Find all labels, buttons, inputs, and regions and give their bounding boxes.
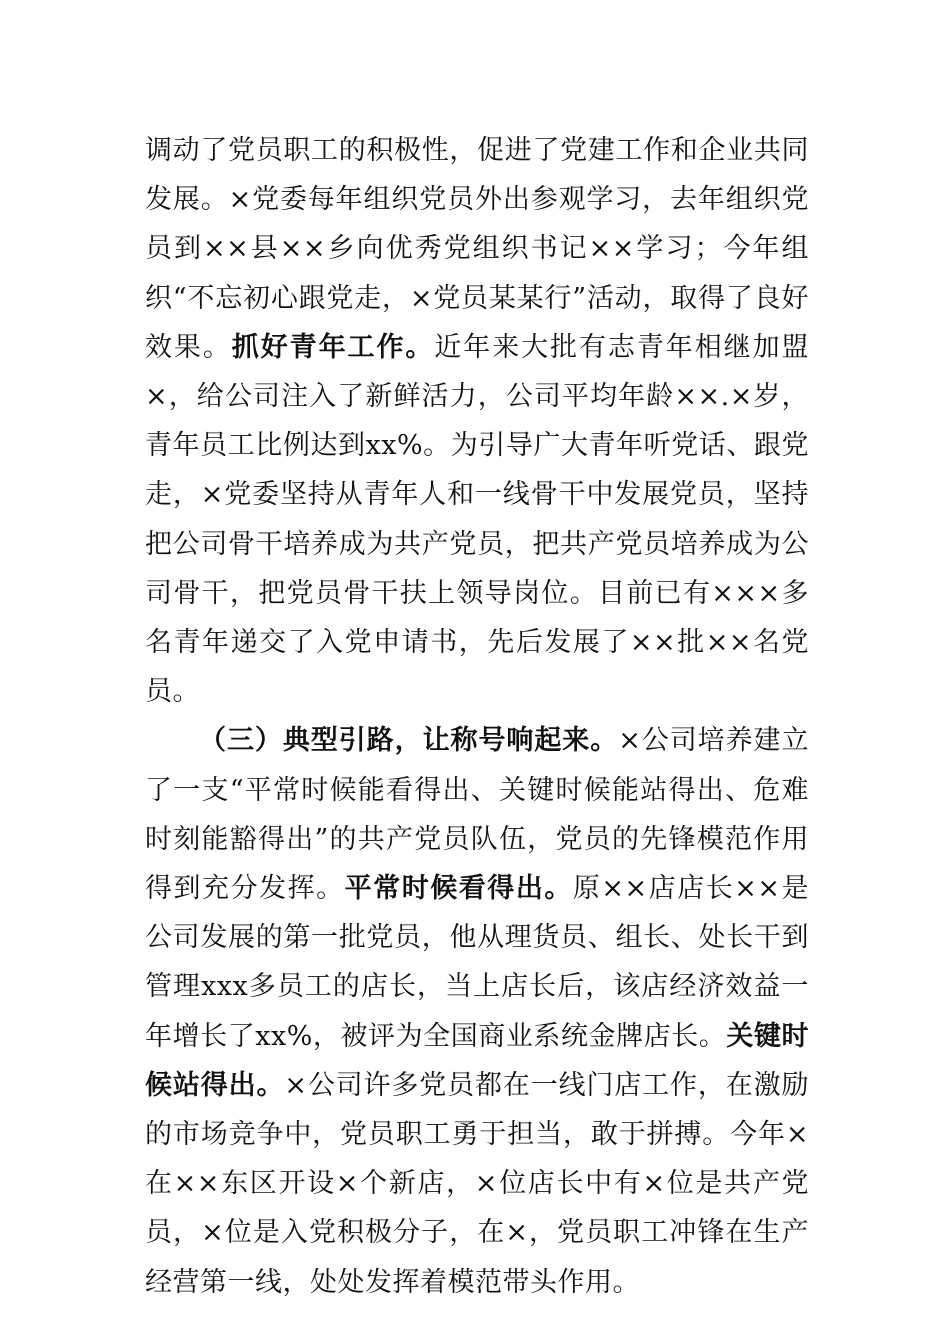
paragraph-text: ×公司培养建立了一支“平常时候能看得出、关键时候能站得出、危难时刻能豁得出”的共产党员队伍，党员的先锋模范作用得到充分发挥。: [145, 725, 810, 905]
paragraph-text: 原××店店长××是公司发展的第一批党员，他从理货员、组长、处长干到管理xxx多员工的店长，当上店长后，该店经济效益一年增长了xx%，被评为全国商业系统金牌店长。: [145, 873, 810, 1052]
paragraph-text: ×公司许多党员都在一线门店工作，在激励的市场竞争中，党员职工勇于担当，敢于拼搏。今年×在××东区开设×个新店，×位店长中有×位是共产党员，×位是入党积极分子，在×，党员职工冲锋在生产经营第一线，处处发挥着模范带头作用。: [145, 1069, 810, 1298]
subheading-critical-times: 关键时候站得出。: [145, 1020, 810, 1101]
section-heading: （三）典型引路，让称号响起来。: [199, 725, 619, 757]
paragraph-youth-work: [145, 126, 809, 716]
paragraph-exemplary-guidance: [145, 716, 809, 1306]
paragraph-text: 近年来大批有志青年相继加盟×，给公司注入了新鲜活力，公司平均年龄××.×岁，青年员工比例达到xx%。为引导广大青年听党话、跟党走，×党委坚持从青年人和一线骨干中发展党员，坚持把公司骨干培养成为共产党员，把共产党员培养成为公司骨干，把党员骨干扶上领导岗位。目前已有×××多名青年递交了入党申请书，先后发展了××批××名党员。: [145, 331, 810, 708]
heading-youth-work: 抓好青年工作。: [231, 331, 435, 363]
paragraph-text: 调动了党员职工的积极性，促进了党建工作和企业共同发展。×党委每年组织党员外出参观学习，去年组织党员到××县××乡向优秀党组织书记××学习；今年组织“不忘初心跟党走，×党员某某行”活动，取得了良好效果。: [145, 135, 809, 363]
document-body: [145, 126, 809, 1307]
subheading-ordinary-times: 平常时候看得出。: [344, 873, 573, 905]
